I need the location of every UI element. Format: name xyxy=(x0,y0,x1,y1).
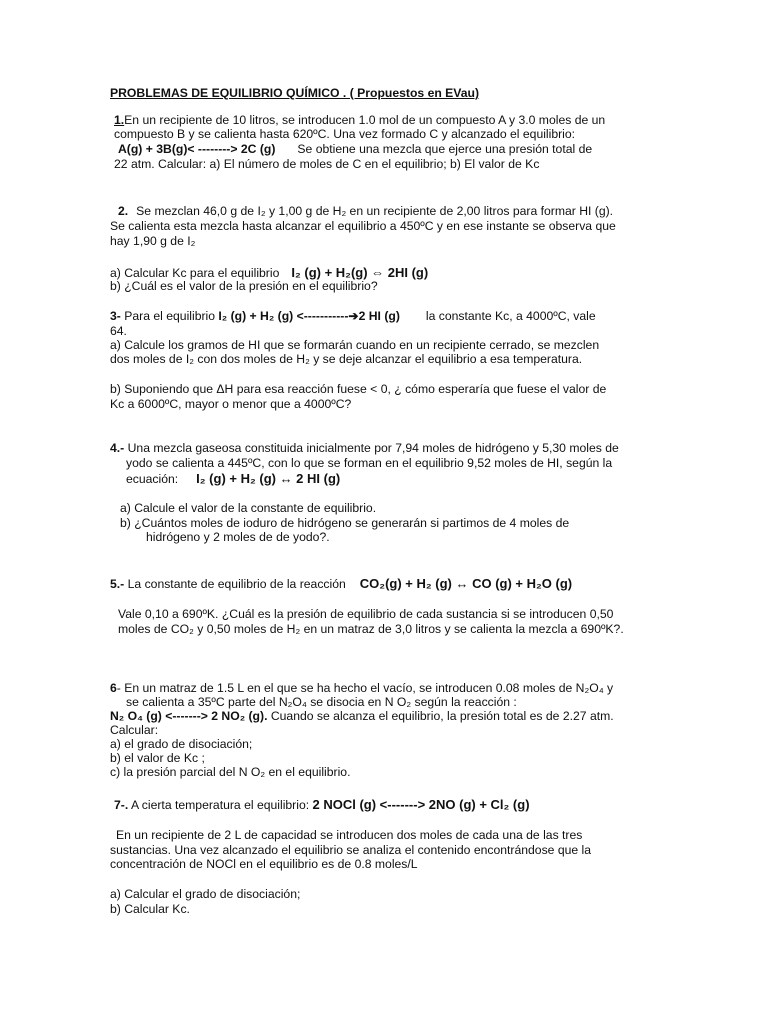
problem-3-item-a-line-2: dos moles de I₂ con dos moles de H₂ y se deje alcanzar el equilibrio a esa temperatura. xyxy=(110,352,583,366)
problem-1-number: 1. xyxy=(114,113,125,127)
problem-7-item-a: a) Calcular el grado de disociación; xyxy=(110,887,301,901)
problem-1-text-3: Se obtiene una mezcla que ejerce una presión total de xyxy=(297,142,593,156)
problem-2-line-1 xyxy=(110,204,613,219)
problem-3-number: 3- xyxy=(110,309,121,323)
problem-4-item-b-line-1: b) ¿Cuántos moles de ioduro de hidrógeno se generarán si partimos de 4 moles de xyxy=(120,516,570,530)
problem-2-item-a-text: a) Calcular Kc para el equilibrio xyxy=(110,266,280,280)
problem-5-line-1 xyxy=(110,576,572,592)
problem-3-line-2: 64. xyxy=(110,324,127,338)
problem-4-line-2: yodo se calienta a 445ºC, con lo que se forman en el equilibrio 9,52 moles de HI, según la xyxy=(126,456,613,470)
problem-7-line-2 xyxy=(110,828,582,843)
problem-7-equation: 2 NOCl (g) <-------> 2NO (g) + Cl₂ (g) xyxy=(312,797,530,812)
problem-4-text-1: Una mezcla gaseosa constituida inicialmente por 7,94 moles de hidrógeno y 5,30 moles de xyxy=(127,441,619,455)
problem-7-line-3: sustancias. Una vez alcanzado el equilibrio se analiza el contenido encontrándose que la xyxy=(110,843,592,857)
problem-5-equation: CO₂(g) + H₂ (g) ↔ CO (g) + H₂O (g) xyxy=(359,576,573,591)
problem-6-line-4: Calcular: xyxy=(110,723,159,737)
problem-3-item-b-line-2: Kc a 6000ºC, mayor o menor que a 4000ºC? xyxy=(110,397,352,411)
problem-3-item-a-line-1: a) Calcule los gramos de HI que se formarán cuando en un recipiente cerrado, se mezclen xyxy=(110,338,600,352)
problem-7-line-4: concentración de NOCl en el equilibrio es de 0.8 moles/L xyxy=(110,857,418,871)
page-title: PROBLEMAS DE EQUILIBRIO QUÍMICO . ( Propuestos en EVau) xyxy=(110,86,480,100)
problem-4-number: 4.- xyxy=(110,441,125,455)
problem-5-number: 5.- xyxy=(110,577,125,591)
problem-5-text-1: La constante de equilibrio de la reacción xyxy=(127,577,346,591)
problem-6-item-a: a) el grado de disociación; xyxy=(110,737,253,751)
problem-1-text-1: En un recipiente de 10 litros, se introducen 1.0 mol de un compuesto A y 3.0 moles de un xyxy=(124,113,606,127)
problem-2-item-b: b) ¿Cuál es el valor de la presión en el equilibrio? xyxy=(110,279,378,293)
problem-3-text-1b: la constante Kc, a 4000ºC, vale xyxy=(425,309,596,323)
problem-2-text-1: Se mezclan 46,0 g de I₂ y 1,00 g de H₂ en un recipiente de 2,00 litros para formar HI (g). xyxy=(136,204,614,218)
problem-1-line-1 xyxy=(114,113,605,128)
problem-6-line-3 xyxy=(110,709,614,724)
problem-2-line-2: Se calienta esta mezcla hasta alcanzar el equilibrio a 450ºC y en ese instante se observa que xyxy=(110,219,616,233)
problem-3-line-1 xyxy=(110,309,596,324)
problem-3-equation: I₂ (g) + H₂ (g) <-----------➔2 HI (g) xyxy=(218,309,400,323)
problem-6-line-2: se calienta a 35ºC parte del N₂O₄ se disocia en N O₂ según la reacción : xyxy=(126,695,517,709)
problem-1-line-3 xyxy=(118,142,592,157)
problem-4-item-a: a) Calcule el valor de la constante de equilibrio. xyxy=(120,501,377,515)
problem-4-item-b-line-2: hidrógeno y 2 moles de de yodo?. xyxy=(146,530,330,544)
problem-6-item-c: c) la presión parcial del N O₂ en el equilibrio. xyxy=(110,765,351,779)
problem-6-text-3: Cuando se alcanza el equilibrio, la presión total es de 2.27 atm. xyxy=(270,709,614,723)
problem-6-item-b: b) el valor de Kc ; xyxy=(110,751,205,765)
problem-5-line-2: Vale 0,10 a 690ºK. ¿Cuál es la presión de equilibrio de cada sustancia si se introducen 0,50 xyxy=(118,607,614,621)
problem-6-equation: N₂ O₄ (g) <-------> 2 NO₂ (g). xyxy=(110,709,268,723)
problem-7-line-1 xyxy=(114,797,530,813)
problem-2-equation: I₂ (g) + H₂(g) ⇔ 2HI (g) xyxy=(291,265,429,280)
problem-3-text-1a: Para el equilibrio xyxy=(124,309,216,323)
problem-1-equation: A(g) + 3B(g)< --------> 2C (g) xyxy=(118,142,276,156)
problem-6-text-1: - En un matraz de 1.5 L en el que se ha hecho el vacío, se introducen 0.08 moles de N₂O₄ y xyxy=(116,681,614,695)
problem-6-line-1 xyxy=(110,681,613,696)
problem-7-item-b: b) Calcular Kc. xyxy=(110,902,190,916)
problem-7-number: 7-. xyxy=(114,798,129,812)
problem-4-line-3 xyxy=(126,471,340,487)
problem-7-text-2: En un recipiente de 2 L de capacidad se introducen dos moles de cada una de las tres xyxy=(116,828,583,842)
problem-4-line-1 xyxy=(110,441,619,456)
problem-3-item-b-line-1: b) Suponiendo que ΔH para esa reacción fuese < 0, ¿ cómo esperaría que fuese el valor de xyxy=(110,382,607,396)
problem-1-line-2: compuesto B y se calienta hasta 620ºC. Una vez formado C y alcanzado el equilibrio: xyxy=(114,127,576,141)
problem-4-equation: I₂ (g) + H₂ (g) ↔ 2 HI (g) xyxy=(196,471,341,486)
problem-4-text-3: ecuación: xyxy=(126,472,179,486)
problem-6-number: 6 xyxy=(110,681,117,695)
problem-7-text-1: A cierta temperatura el equilibrio: xyxy=(130,798,310,812)
problem-2-line-3: hay 1,90 g de I₂ xyxy=(110,234,196,248)
problem-2-number: 2. xyxy=(118,204,129,218)
problem-5-line-3: moles de CO₂ y 0,50 moles de H₂ en un matraz de 3,0 litros y se calienta la mezcla a 690ºK?. xyxy=(118,622,624,636)
problem-1-line-4: 22 atm. Calcular: a) El número de moles de C en el equilibrio; b) El valor de Kc xyxy=(114,157,540,171)
